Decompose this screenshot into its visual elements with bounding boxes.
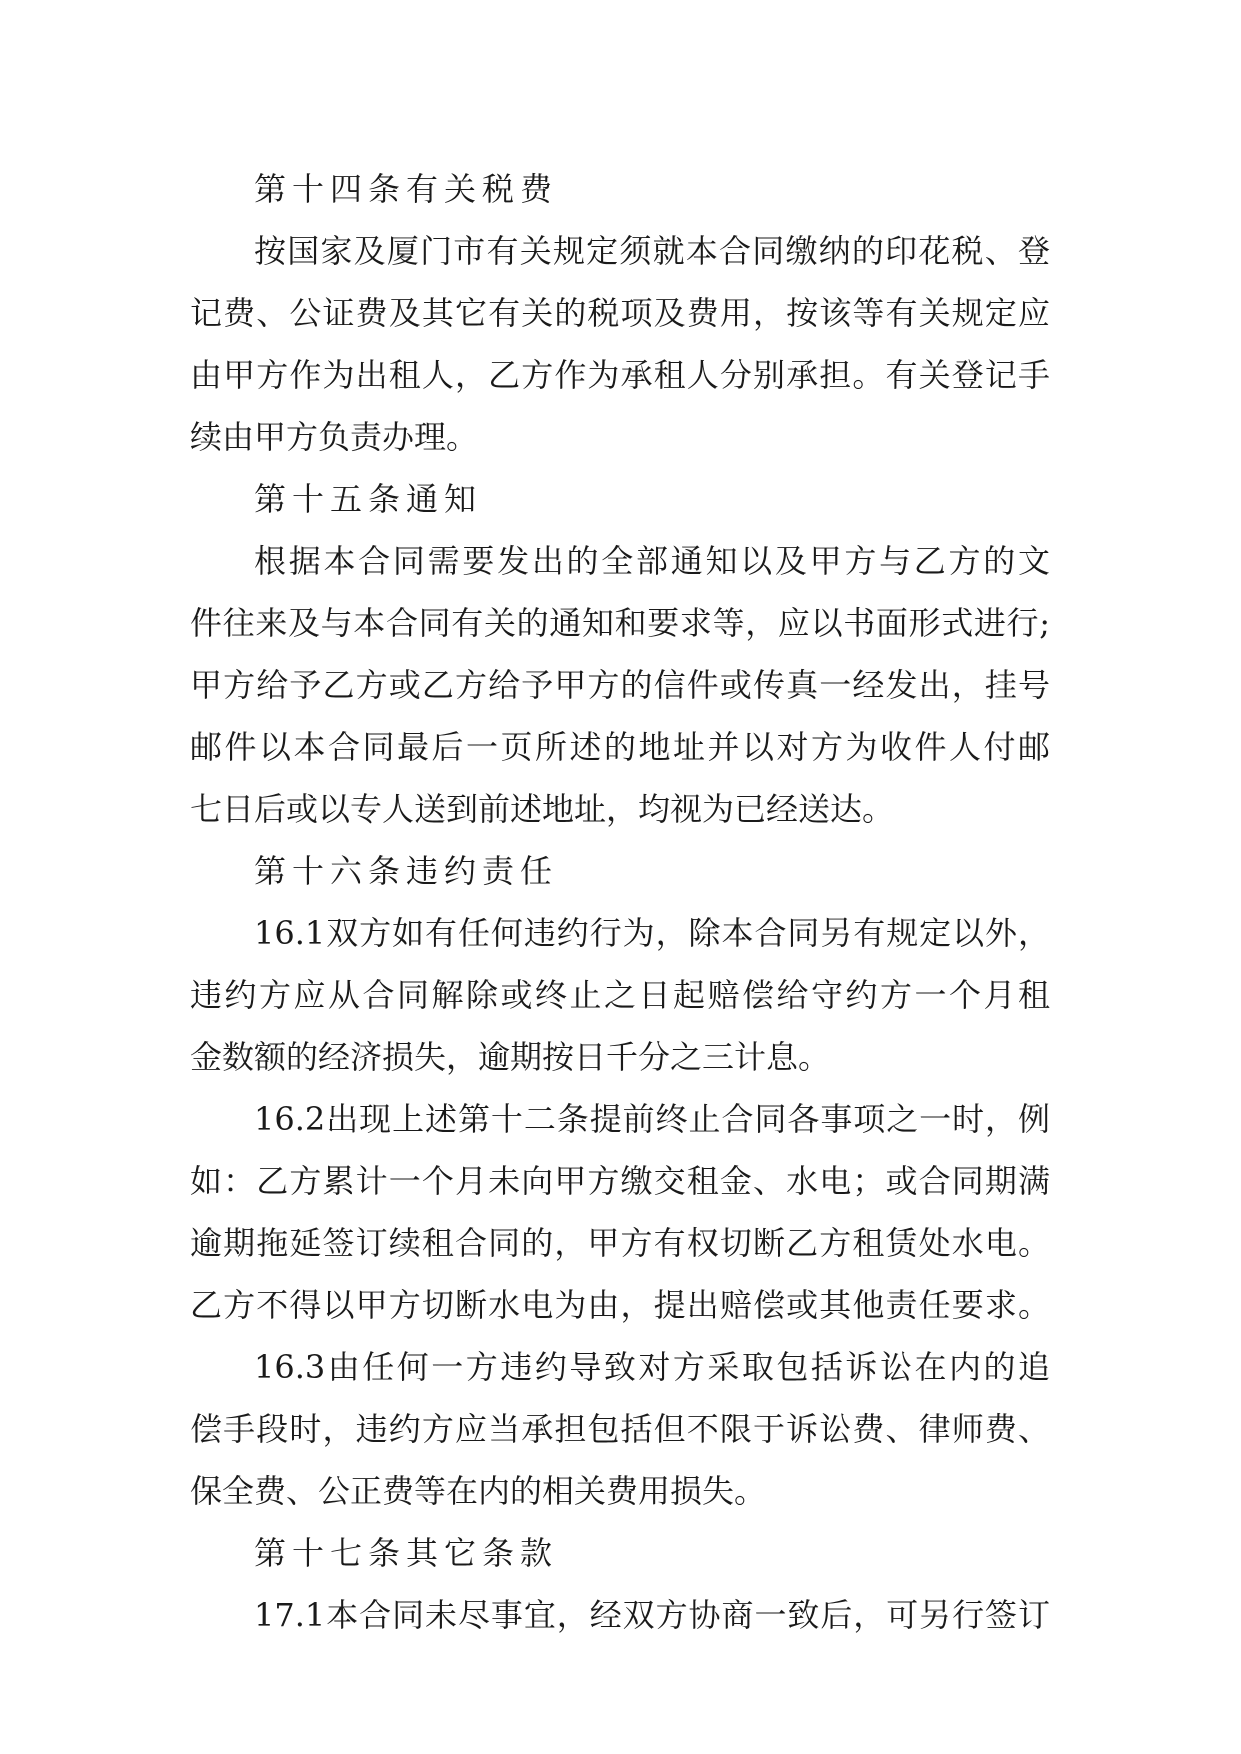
article-14-paragraph-line: 由甲方作为出租人，乙方作为承租人分别承担。有关登记手	[190, 356, 1050, 394]
article-17-heading: 第十七条其它条款	[254, 1534, 559, 1572]
clause-16-2-line: 如：乙方累计一个月未向甲方缴交租金、水电；或合同期满	[190, 1162, 1050, 1200]
article-15-paragraph-line: 七日后或以专人送到前述地址，均视为已经送达。	[190, 790, 895, 828]
clause-16-3-line: 16.3由任何一方违约导致对方采取包括诉讼在内的追	[254, 1348, 1050, 1386]
clause-16-3-line: 保全费、公正费等在内的相关费用损失。	[190, 1472, 767, 1510]
clause-16-2-line: 16.2出现上述第十二条提前终止合同各事项之一时，例	[254, 1100, 1050, 1138]
document-page	[190, 158, 1050, 1646]
article-15-paragraph-line: 根据本合同需要发出的全部通知以及甲方与乙方的文	[254, 542, 1050, 580]
article-15-paragraph-line: 邮件以本合同最后一页所述的地址并以对方为收件人付邮	[190, 728, 1050, 766]
article-15-paragraph-line: 件往来及与本合同有关的通知和要求等，应以书面形式进行;	[190, 604, 1050, 642]
article-15-paragraph-line: 甲方给予乙方或乙方给予甲方的信件或传真一经发出，挂号	[190, 666, 1050, 704]
article-15-heading: 第十五条通知	[254, 480, 483, 518]
article-14-paragraph-line: 续由甲方负责办理。	[190, 418, 479, 456]
clause-16-1-line: 金数额的经济损失，逾期按日千分之三计息。	[190, 1038, 831, 1076]
article-14-paragraph-line: 记费、公证费及其它有关的税项及费用，按该等有关规定应	[190, 294, 1050, 332]
clause-17-1-line: 17.1本合同未尽事宜，经双方协商一致后，可另行签订	[254, 1596, 1050, 1634]
article-14-heading: 第十四条有关税费	[254, 170, 559, 208]
clause-16-2-line: 乙方不得以甲方切断水电为由，提出赔偿或其他责任要求。	[190, 1286, 1050, 1324]
clause-16-1-line: 违约方应从合同解除或终止之日起赔偿给守约方一个月租	[190, 976, 1050, 1014]
clause-16-3-line: 偿手段时，违约方应当承担包括但不限于诉讼费、律师费、	[190, 1410, 1050, 1448]
article-14-paragraph-line: 按国家及厦门市有关规定须就本合同缴纳的印花税、登	[254, 232, 1050, 270]
article-16-heading: 第十六条违约责任	[254, 852, 559, 890]
clause-16-2-line: 逾期拖延签订续租合同的，甲方有权切断乙方租赁处水电。	[190, 1224, 1050, 1262]
clause-16-1-line: 16.1双方如有任何违约行为，除本合同另有规定以外，	[254, 914, 1050, 952]
